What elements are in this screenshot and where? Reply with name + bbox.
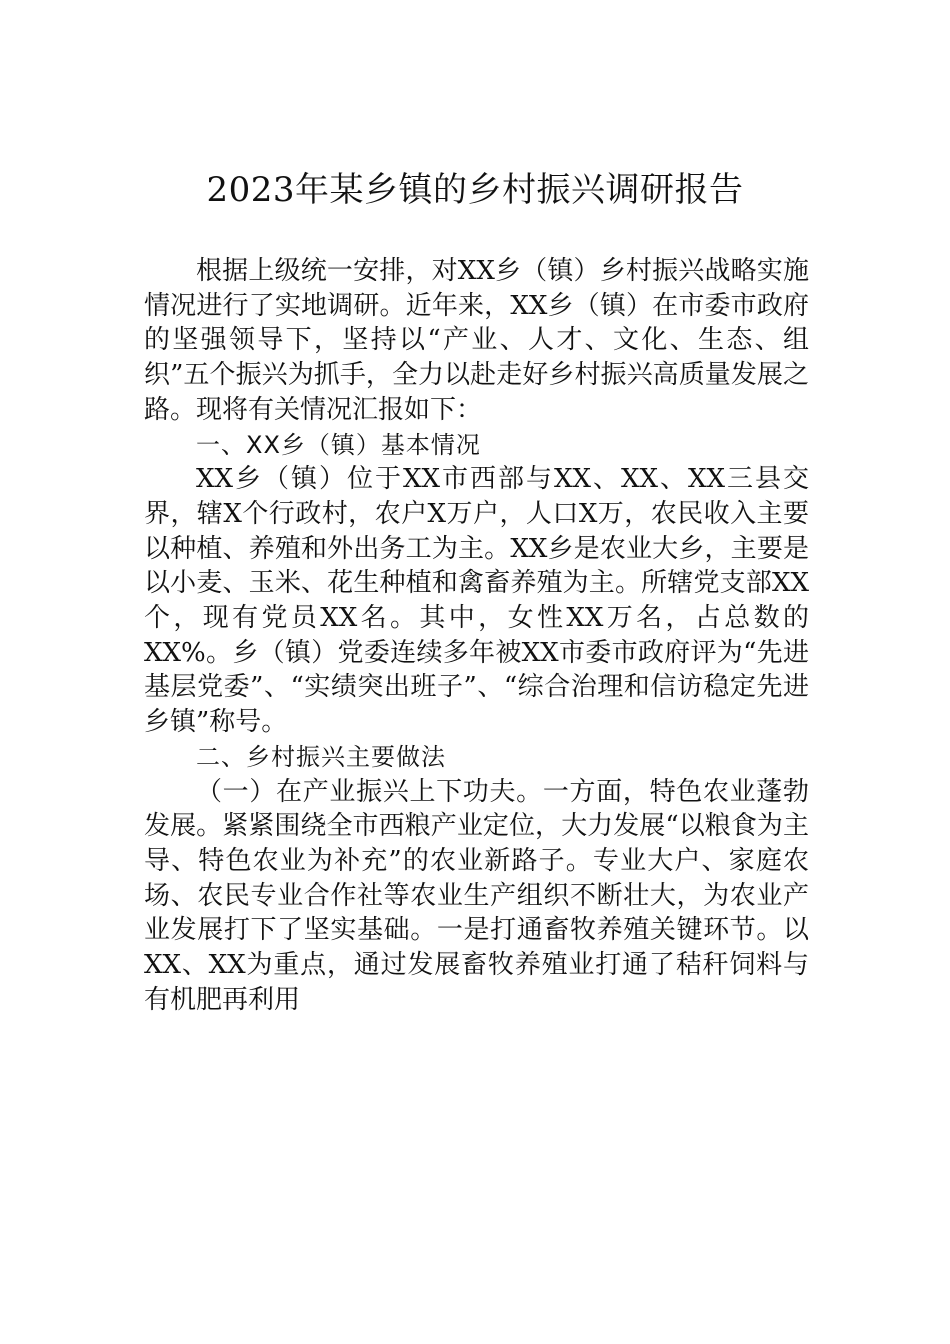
section-heading-basic-situation: 一、XX乡（镇）基本情况 — [196, 430, 481, 459]
section-heading-main-practices: 二、乡村振兴主要做法 — [196, 742, 446, 771]
document-title: 2023年某乡镇的乡村振兴调研报告 — [206, 170, 744, 210]
industry-revitalization-paragraph: （一）在产业振兴上下功夫。一方面，特色农业蓬勃发展。紧紧围绕全市西粮产业定位，大力发展“以粮食为主导、特色农业为补充”的农业新路子。专业大户、家庭农场、农民专业合作社等农业生产组织不断壮大，为农业产业发展打下了坚实基础。一是打通畜牧养殖关键环节。以XX、XX为重点，通过发展畜牧养殖业打通了秸秆饲料与有机肥再利用 — [144, 776, 809, 1015]
basic-situation-paragraph: XX乡（镇）位于XX市西部与XX、XX、XX三县交界，辖X个行政村，农户X万户，人口X万，农民收入主要以种植、养殖和外出务工为主。XX乡是农业大乡，主要是以小麦、玉米、花生种植和禽畜养殖为主。所辖党支部XX个，现有党员XX名。其中，女性XX万名，占总数的XX%。乡（镇）党委连续多年被XX市委市政府评为“先进基层党委”、“实绩突出班子”、“综合治理和信访稳定先进乡镇”称号。 — [144, 464, 809, 738]
document-body — [144, 254, 809, 1017]
intro-paragraph: 根据上级统一安排，对XX乡（镇）乡村振兴战略实施情况进行了实地调研。近年来，XX乡（镇）在市委市政府的坚强领导下，坚持以“产业、人才、文化、生态、组织”五个振兴为抓手，全力以赴走好乡村振兴高质量发展之路。现将有关情况汇报如下： — [144, 256, 809, 425]
